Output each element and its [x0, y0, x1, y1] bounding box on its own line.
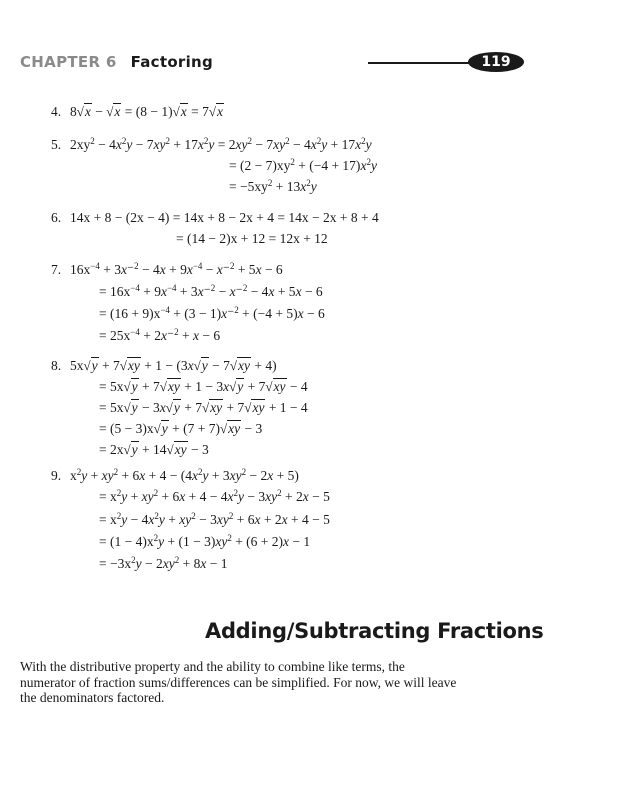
equation-line: $16x^{-4} + 3x^-^2 - 4x + 9x^{-4} - x^-^2 + 5x - 6$: [70, 261, 283, 277]
page-number: 119: [468, 52, 524, 72]
solution-number: 9.: [51, 468, 62, 483]
solution-number: 5.: [51, 137, 62, 152]
solution-number: 7.: [51, 262, 62, 277]
equation-line: $x^2y + xy^2 + 6x + 4 - (4x^2y + 3xy^2 - 2x + 5)$: [70, 467, 299, 483]
equation-step: = $-3x^2y - 2xy^2 + 8x - 1$: [99, 555, 228, 571]
equation-step: = (14 − 2)x + 12 = 12x + 12: [176, 231, 328, 246]
page-header: [20, 50, 525, 76]
solution-number: 6.: [51, 210, 62, 225]
equation-step: = (5 − 3)x√y + (7 + 7)√xy − 3: [99, 421, 263, 436]
equation-line: 5x√y + 7√xy + 1 − (3x√y − 7√xy + 4): [70, 358, 277, 373]
equation-line: 14x + 8 − (2x − 4) = 14x + 8 − 2x + 4 = 14x − 2x + 8 + 4: [70, 210, 379, 225]
equation-step: = $25x^{-4} + 2x^-^2 + x - 6$: [99, 327, 221, 343]
chapter-topic: Factoring: [130, 53, 214, 71]
equation-line: $2xy^2 - 4x^2y - 7xy^2 + 17x^2y = 2xy^2 - 7xy^2 - 4x^2y + 17x^2y$: [70, 136, 372, 152]
section-paragraph: With the distributive property and the ability to combine like terms, the numerator of fraction sums/differences can be simplified. For now, we will leave the denominators factored.: [20, 659, 457, 705]
equation-step: = $x^2y - 4x^2y + xy^2 - 3xy^2 + 6x + 2x + 4 - 5$: [99, 511, 330, 527]
equation-step: = $-5xy^2 + 13x^2y$: [229, 178, 317, 194]
equation-step: = 2x√y + 14√xy − 3: [99, 442, 209, 457]
equation-step: = $x^2y + xy^2 + 6x + 4 - 4x^2y - 3xy^2 + 2x - 5$: [99, 488, 330, 504]
equation-step: = $16x^{-4} + 9x^{-4} + 3x^-^2 - x^-^2 - 4x + 5x - 6$: [99, 283, 323, 299]
equation-step: = 5x√y − 3x√y + 7√xy + 7√xy + 1 − 4: [99, 400, 308, 415]
equation-step: = $(2 - 7)xy^2 + (-4 + 17)x^2y$: [229, 157, 377, 173]
chapter-heading: [20, 53, 213, 71]
equation-step: = $(1 - 4)x^2y + (1 - 3)xy^2 + (6 + 2)x - 1$: [99, 533, 311, 549]
equation-step: = $(16 + 9)x^{-4} + (3 - 1)x^-^2 + (-4 + 5)x - 6$: [99, 305, 325, 321]
solution-number: 8.: [51, 358, 62, 373]
header-rule: [368, 62, 480, 64]
section-title: Adding/Subtracting Fractions: [205, 619, 544, 643]
equation-line: 8√x − √x = (8 − 1)√x = 7√x: [70, 104, 224, 119]
equation-step: = 5x√y + 7√xy + 1 − 3x√y + 7√xy − 4: [99, 379, 308, 394]
solution-number: 4.: [51, 104, 62, 119]
chapter-label: CHAPTER 6: [20, 53, 117, 71]
